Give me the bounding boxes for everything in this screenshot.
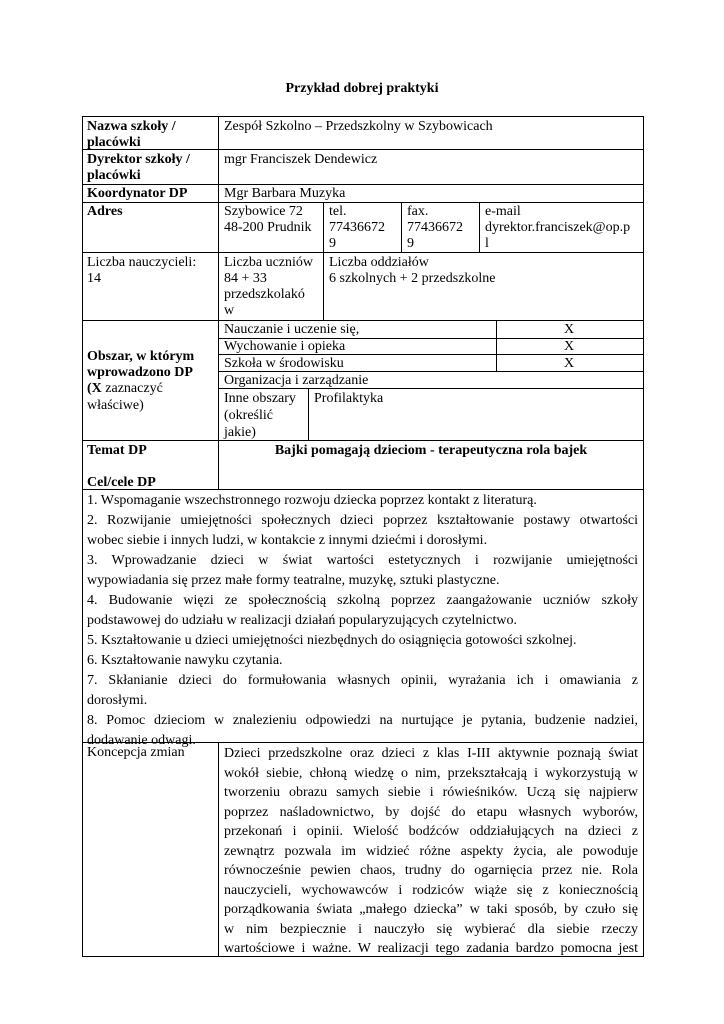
goal-line: 8. Pomoc dzieciom w znalezieniu odpowiedzi na nurtujące je pytania, budzenie nadziei, <box>87 713 638 728</box>
area-label-mark: (X <box>87 381 102 396</box>
goal-line: wobec siebie i innych ludzi, w kontakcie z innymi dziećmi i dorosłymi. <box>87 533 488 548</box>
page-title: Przykład dobrej praktyki <box>285 81 439 96</box>
tel-number: 9 <box>329 236 336 251</box>
area-option: Wychowanie i opieka <box>224 339 346 354</box>
students-count: Liczba uczniów <box>224 255 314 270</box>
rule <box>479 202 480 252</box>
goal-line: dodawanie odwagi. <box>87 733 196 748</box>
concept-line: tworzeniu obrazu samych siebie i rówieśników. Uczą się najpierw <box>224 785 638 800</box>
rule <box>82 320 644 321</box>
rule <box>496 320 497 372</box>
fax-number: 9 <box>407 236 414 251</box>
rule <box>82 116 83 957</box>
address-street: Szybowice 72 <box>224 204 303 219</box>
area-option-mark: X <box>564 339 575 354</box>
rule <box>82 440 644 441</box>
school-label: Nazwa szkoły / <box>87 119 176 134</box>
tel-label: tel. <box>329 204 347 219</box>
coordinator-label: Koordynator DP <box>87 186 188 201</box>
concept-line: wartościowe i ważne. W realizacji tego zadania bardzo pomocna jest <box>224 941 638 956</box>
rule <box>82 116 644 117</box>
area-option: Organizacja i zarządzanie <box>224 373 369 388</box>
email-address: dyrektor.franciszek@op.p <box>485 220 631 235</box>
address-label: Adres <box>87 204 123 219</box>
rule <box>401 202 402 252</box>
teachers-count: 14 <box>87 271 101 286</box>
goal-line: 4. Budowanie więzi ze społecznością szkolną poprzez zaangażowanie uczniów szkoły <box>87 593 638 608</box>
rule <box>82 202 644 203</box>
area-other-label: jakie) <box>224 425 256 440</box>
concept-line: równocześnie pewien chaos, trudny do ogarnięcia przez nie. Rola <box>224 863 638 878</box>
concept-line: Dzieci przedszkolne oraz dzieci z klas I-III aktywnie poznają świat <box>224 746 638 761</box>
area-label: Obszar, w którym <box>87 349 195 364</box>
area-label: wprowadzono DP <box>87 365 193 380</box>
divisions-count: 6 szkolnych + 2 przedszkolne <box>329 271 496 286</box>
rule <box>82 252 644 253</box>
concept-line: w nim bezpiecznie i nauczyło się wybierać dla siebie rzeczy <box>224 921 638 937</box>
concept-line: poprzez naśladownictwo, by dojść do etapu własnych wyborów, <box>224 804 638 820</box>
concept-line: wokół siebie, chłoną wiedzę o nim, przekształcają i wykorzystują w <box>224 765 638 781</box>
area-option-mark: X <box>564 356 575 371</box>
rule <box>82 149 644 150</box>
address-city: 48-200 Prudnik <box>224 220 312 235</box>
rule <box>218 742 219 957</box>
concept-line: przekonań i opinii. Wielość bodźców oddziałujących na dzieci z <box>224 824 638 839</box>
goal-line: 2. Rozwijanie umiejętności społecznych dzieci poprzez kształtowanie postawy otwartości <box>87 513 638 528</box>
concept-line: nauczycieli, wychowawców i rodziców wiąże się z koniecznością <box>224 882 638 898</box>
teachers-count: Liczba nauczycieli: <box>87 255 197 270</box>
area-other-value: Profilaktyka <box>314 391 384 406</box>
school-label: placówki <box>87 135 141 150</box>
concept-text <box>224 744 638 959</box>
rule <box>82 489 644 490</box>
director-label: Dyrektor szkoły / <box>87 152 190 167</box>
email-address: l <box>485 236 489 251</box>
divisions-count: Liczba oddziałów <box>329 255 429 270</box>
email-label: e-mail <box>485 204 521 219</box>
rule <box>218 116 219 490</box>
area-option-mark: X <box>564 322 575 337</box>
topic-label: Temat DP <box>87 443 147 458</box>
area-other-label: Inne obszary <box>224 391 296 406</box>
goals-list <box>87 491 638 751</box>
concept-label: Koncepcja zmian <box>87 745 185 760</box>
goal-line: 7. Skłanianie dzieci do formułowania własnych opinii, wyrażania ich i omawiania z <box>87 673 638 688</box>
fax-label: fax. <box>407 204 429 219</box>
goal-line: 1. Wspomaganie wszechstronnego rozwoju dziecka poprzez kontakt z literaturą. <box>87 493 537 508</box>
concept-line: zewnątrz pozwala im widzieć różne aspekty życia, ale powoduje <box>224 843 638 859</box>
fax-number: 77436672 <box>407 220 463 235</box>
students-count: 84 + 33 <box>224 271 267 286</box>
area-option: Nauczanie i uczenie się, <box>224 322 360 337</box>
coordinator-name: Mgr Barbara Muzyka <box>224 186 346 201</box>
goal-line: dorosłymi. <box>87 693 148 708</box>
goal-line: 3. Wprowadzanie dzieci w świat wartości estetycznych i rozwijanie umiejętności <box>87 553 638 568</box>
students-count: przedszkolakó <box>224 287 305 302</box>
director-name: mgr Franciszek Dendewicz <box>224 152 378 167</box>
goal-line: 6. Kształtowanie nawyku czytania. <box>87 653 283 668</box>
goals-label: Cel/cele DP <box>87 475 156 490</box>
rule <box>643 116 644 957</box>
area-label <box>87 380 163 397</box>
goal-line: 5. Kształtowanie u dzieci umiejętności niezbędnych do osiągnięcia gotowości szkolnej. <box>87 633 577 648</box>
area-label-text: zaznaczyć <box>101 381 163 396</box>
school-name: Zespół Szkolno – Przedszkolny w Szybowicach <box>224 119 493 134</box>
area-other-label: (określić <box>224 408 273 423</box>
concept-line: porządkowania świata „małego dziecka” w taki sposób, by czuło się <box>224 902 638 917</box>
director-label: placówki <box>87 168 141 183</box>
rule <box>323 202 324 320</box>
goal-line: wypowiadania się przez małe formy teatralne, muzykę, sztuki plastyczne. <box>87 573 500 588</box>
students-count: w <box>224 303 235 318</box>
tel-number: 77436672 <box>329 220 385 235</box>
rule <box>308 388 309 440</box>
area-option: Szkoła w środowisku <box>224 356 344 371</box>
goal-line: podstawowej do udziału w realizacji działań popularyzujących czytelnictwo. <box>87 613 517 628</box>
area-label: właściwe) <box>87 398 144 413</box>
topic-value: Bajki pomagają dzieciom - terapeutyczna rola bajek <box>274 443 588 458</box>
